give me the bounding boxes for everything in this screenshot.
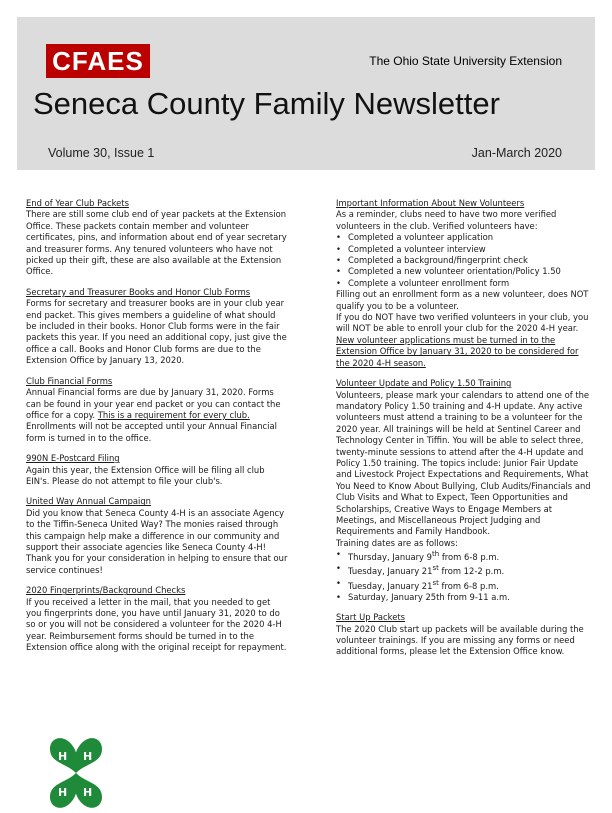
date-text: Tuesday, January 21 [348,580,433,591]
date-time: from 6-8 p.m. [438,580,499,591]
section-title: Important Information About New Volunteers [336,198,525,208]
deadline-note: New volunteer applications must be turned in to the Extension Office by January 31, 2020 to be considered for the 2020 4-H season. [336,334,579,368]
section-title: Club Financial Forms [26,375,113,386]
list-item: • Completed a background/fingerprint check [336,255,594,266]
date-time: from 6-8 p.m. [439,551,500,562]
section-body: Forms for secretary and treasurer books are in your club year end packet. This gives members a guideline of what should be included in their books. Honor Club forms were in the fair packets this year. If you need an additional copy, just give the office a call. Books and Honor Club forms are due to the Extension Office by January 13, 2020. [26,298,287,366]
list-item: • Completed a volunteer interview [336,244,594,255]
section-body: Volunteers, please mark your calendars to attend one of the mandatory Policy 1.50 training and 4-H update. Any active volunteers must attend a training to be a volunteer for the 2020 year. All trainings will be held at Sentinel Career and Technology Center in Tiffin. You will be able to select three, twenty-minute sessions to attend after the 4-H update and Policy 1.50 training. The topics include: Junior Fair Update and Livestock Project Expectations and Requirements, What You Need to Know About Bullying, Club Audits/Financials and Club Visits and What to Expect, Teen Opportunities and Scholarships, Creative Ways to Engage Members at Meetings, and Miscellaneous Project Judging and Requirements and Family Handbook. [336,389,591,537]
section-body: The 2020 Club start up packets will be available during the volunteer trainings. If you are missing any forms or need additional forms, please let the Extension Office know. [336,623,584,657]
section-end-of-year-packets [26,198,288,278]
list-item [336,563,594,577]
issue-date: Jan-March 2020 [471,146,562,160]
section-training [336,378,594,603]
section-body: If you received a letter in the mail, that you needed to get you fingerprints done, you have until January 31, 2020 to do so or you will not be considered a volunteer for the 2020 4-H year. Reimbursement forms should be turned in to the Extension office along with the original receipt for repayment. [26,596,287,653]
section-title: 990N E-Postcard Filing [26,453,120,464]
date-time: from 12-2 p.m. [438,566,505,577]
body-text: Annual Financial forms are due by January 31, 2020. Forms can be found in your year end packet or you can contact the office for a copy. [26,387,281,420]
date-text: Tuesday, January 21 [348,566,433,577]
section-title: Volunteer Update and Policy 1.50 Training [336,378,512,389]
section-body: Filling out an enrollment form as a new volunteer, does NOT qualify you to be a volunteer. [336,289,589,311]
section-title: Start Up Packets [336,612,405,623]
section-title: End of Year Club Packets [26,198,129,208]
date-suffix: th [432,550,440,559]
list-item: • Completed a volunteer application [336,232,594,243]
4-h-clover-icon [36,733,116,813]
right-column [336,198,594,667]
cfaes-logo: CFAES [46,44,150,78]
training-dates-list [336,549,594,603]
date-suffix: st [432,578,439,587]
requirement-note: This is a requirement for every club. [97,409,250,420]
section-body: Did you know that Seneca County 4-H is an associate Agency to the Tiffin-Seneca United Way? The monies raised through this campaign help make a difference in our community and support their associate agencies like Seneca County 4-H! Thank you for your consideration in helping to ensure that our service continues! [26,507,288,575]
page-title: Seneca County Family Newsletter [33,86,500,121]
left-column [26,198,288,663]
svg-text:H: H [58,750,68,763]
list-item [336,592,594,603]
svg-text:H: H [83,786,93,799]
svg-text:H: H [83,750,93,763]
date-suffix: st [432,564,439,573]
organization-name: The Ohio State University Extension [369,54,562,68]
section-body: If you do NOT have two verified volunteers in your club, you will NOT be able to enroll your club for the 2020 4-H year. [336,312,589,334]
section-title: Secretary and Treasurer Books and Honor Club Forms [26,286,251,297]
section-990n [26,453,288,487]
list-item: • Completed a new volunteer orientation/Policy 1.50 [336,266,594,277]
requirements-list [336,232,594,289]
list-item [336,578,594,592]
section-body: As a reminder, clubs need to have two more verified volunteers in the club. Verified volunteers have: [336,209,557,231]
svg-text:H: H [58,786,68,799]
section-title: United Way Annual Campaign [26,496,151,507]
date-text: Saturday, January 25th from 9-11 a.m. [348,591,510,602]
section-start-up-packets [336,612,594,658]
section-fingerprints [26,585,288,653]
section-united-way [26,496,288,576]
date-text: Thursday, January 9 [348,551,433,562]
section-new-volunteers [336,198,594,369]
body-text: Enrollments will not be accepted until your Annual Financial form is turned in to the office. [26,421,277,443]
section-title: 2020 Fingerprints/Background Checks [26,585,186,596]
list-item: • Complete a volunteer enrollment form [336,278,594,289]
volume-issue: Volume 30, Issue 1 [48,146,155,160]
section-secretary-treasurer [26,287,288,367]
section-body: Again this year, the Extension Office will be filing all club EIN's. Please do not attempt to file your club's. [26,464,265,486]
list-item [336,549,594,563]
section-body: There are still some club end of year packets at the Extension Office. These packets contain member and volunteer certificates, pins, and information about end of year secretary and treasurer forms. Any tenured volunteers who have not picked up their gift, these are also available at the Extension Office. [26,209,287,277]
section-body [26,387,288,444]
section-financial-forms [26,376,288,444]
section-body: Training dates are as follows: [336,537,458,548]
